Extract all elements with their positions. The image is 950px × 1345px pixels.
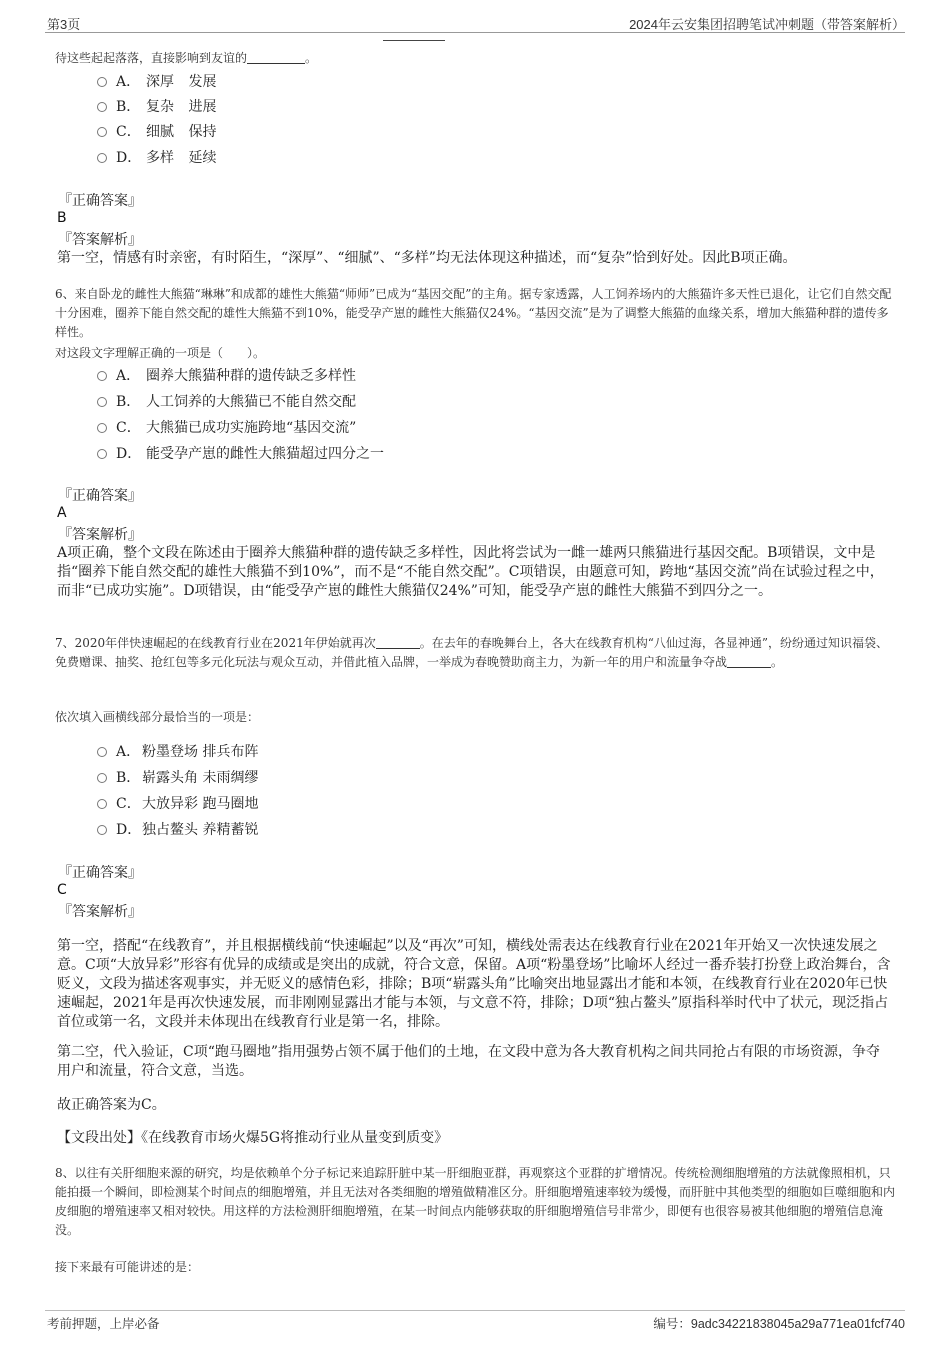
- document-id: 编号：9adc34221838045a29a771ea01fcf740: [653, 1317, 905, 1331]
- radio-icon[interactable]: [97, 127, 107, 137]
- q5-blank: [247, 51, 305, 64]
- radio-icon[interactable]: [97, 747, 107, 757]
- q7-option-d[interactable]: D．独占鳌头 养精蓄锐: [97, 820, 258, 840]
- radio-icon[interactable]: [97, 423, 107, 433]
- q7-source: 【文段出处】《在线教育市场火爆5G将推动行业从量变到质变》: [57, 1130, 449, 1146]
- q5-analysis-label: 『答案解析』: [58, 232, 142, 248]
- q5-stem-text: 待这些起起落落，直接影响到友谊的: [55, 51, 248, 65]
- q6-analysis-label: 『答案解析』: [58, 527, 142, 543]
- footer-slogan: 考前押题，上岸必备: [47, 1317, 160, 1331]
- q7-analysis-label: 『答案解析』: [58, 904, 142, 920]
- q7-stem: 7、2020年伴快速崛起的在线教育行业在2021年伊始就再次 。在去年的春晚舞台上，各大在线教育机构“八仙过海，各显神通”，纷纷通过知识福袋、免费赠课、抽奖、抢红包等多元化玩法与观众互动，并借此植入品牌，一举成为春晚赞助商主力，为新一年的用户和流量争夺战 。: [55, 636, 888, 669]
- q5-stem-tail: [55, 49, 895, 68]
- q7-analysis-p3: 故正确答案为C。: [57, 1097, 166, 1113]
- q7-answer-label: 『正确答案』: [58, 865, 142, 881]
- q5-stem-end: 。: [305, 51, 318, 65]
- q6-option-b[interactable]: B． 人工饲养的大熊猫已不能自然交配: [97, 392, 356, 412]
- q5-option-a[interactable]: A． 深厚 发展: [97, 72, 216, 92]
- q5-option-c[interactable]: C． 细腻 保持: [97, 122, 216, 142]
- q6-option-a[interactable]: A． 圈养大熊猫种群的遗传缺乏多样性: [97, 366, 356, 386]
- q7-option-a[interactable]: A． 粉墨登场 排兵布阵: [97, 742, 258, 762]
- radio-icon[interactable]: [97, 799, 107, 809]
- q6-analysis: A项正确，整个文段在陈述由于圈养大熊猫种群的遗传缺乏多样性，因此将尝试为一雌一雄两只熊猫进行基因交配。B项错误，文中是指“圈养下能自然交配的雄性大熊猫不到10%”，而不是“不能自然交配”。C项错误，由题意可知，跨地“基因交流”尚在试验过程之中，而非“已成功实施”。D项错误，由“能受孕产崽的雌性大熊猫仅24%”可知，能受孕产崽的雌性大熊猫不到四分之一。: [57, 545, 884, 599]
- radio-icon[interactable]: [97, 102, 107, 112]
- q6-answer: A: [57, 505, 67, 521]
- q5-option-d[interactable]: D． 多样 延续: [97, 148, 216, 168]
- q7-blank-2: [727, 655, 771, 668]
- q6-option-c[interactable]: C． 大熊猫已成功实施跨地“基因交流”: [97, 418, 356, 438]
- q8-prompt: 接下来最有可能讲述的是：: [55, 1260, 200, 1274]
- q5-answer: B: [57, 210, 67, 226]
- radio-icon[interactable]: [97, 825, 107, 835]
- radio-icon[interactable]: [97, 153, 107, 163]
- cut-off-blank-line: [383, 40, 445, 41]
- document-title: 2024年云安集团招聘笔试冲刺题（带答案解析）: [629, 17, 905, 32]
- q5-option-b[interactable]: B． 复杂 进展: [97, 97, 216, 117]
- header-divider: [45, 32, 905, 33]
- q5-analysis: 第一空，情感有时亲密，有时陌生，“深厚”、“细腻”、“多样”均无法体现这种描述，而“复杂”恰到好处。因此B项正确。: [57, 250, 797, 266]
- radio-icon[interactable]: [97, 397, 107, 407]
- q6-prompt: 对这段文字理解正确的一项是（ ）。: [55, 346, 266, 360]
- page-number: 第3页: [47, 17, 81, 32]
- q5-answer-label: 『正确答案』: [58, 193, 142, 209]
- q7-option-b[interactable]: B． 崭露头角 未雨绸缪: [97, 768, 258, 788]
- radio-icon[interactable]: [97, 77, 107, 87]
- radio-icon[interactable]: [97, 773, 107, 783]
- q7-answer: C: [57, 882, 67, 898]
- q7-analysis-p1: 第一空，搭配“在线教育”，并且根据横线前“快速崛起”以及“再次”可知，横线处需表达在线教育行业在2021年开始又一次快速发展之意。C项“大放异彩”形容有优异的成绩或是突出的成就，符合文意，保留。A项“粉墨登场”比喻坏人经过一番乔装打扮登上政治舞台，含贬义，文段为描述客观事实，并无贬义的感情色彩，排除；B项“崭露头角”比喻突出地显露出才能和本领，在线教育行业在2020年已快速崛起，2021年是再次快速发展，而非刚刚显露出才能与本领，与文意不符，排除；D项“独占鳌头”原指科举时代中了状元，现泛指占首位或第一名，文段并未体现出在线教育行业是第一名，排除。: [57, 938, 891, 1030]
- q7-option-c[interactable]: C．大放异彩 跑马圈地: [97, 794, 258, 814]
- radio-icon[interactable]: [97, 371, 107, 381]
- radio-icon[interactable]: [97, 449, 107, 459]
- q7-blank-1: [376, 636, 420, 649]
- q6-answer-label: 『正确答案』: [58, 488, 142, 504]
- q6-stem: 6、来自卧龙的雌性大熊猫“琳琳”和成都的雄性大熊猫“师师”已成为“基因交配”的主角。据专家透露，人工饲养场内的大熊猫许多天性已退化，让它们自然交配十分困难，圈养下能自然交配的雄性大熊猫不到10%，能受孕产崽的雌性大熊猫仅24%。“基因交流”是为了调整大熊猫的血缘关系，增加大熊猫种群的遗传多样性。: [55, 287, 892, 339]
- q6-option-d[interactable]: D． 能受孕产崽的雌性大熊猫超过四分之一: [97, 444, 384, 464]
- footer-divider: [45, 1310, 905, 1311]
- q7-prompt: 依次填入画横线部分最恰当的一项是：: [55, 710, 260, 724]
- q8-stem: 8、以往有关肝细胞来源的研究，均是依赖单个分子标记来追踪肝脏中某一肝细胞亚群，再观察这个亚群的扩增情况。传统检测细胞增殖的方法就像照相机，只能拍摄一个瞬间，即检测某个时间点的细胞增殖，并且无法对各类细胞的增殖做精准区分。肝细胞增殖速率较为缓慢，而肝脏中其他类型的细胞如巨噬细胞和内皮细胞的增殖速率又相对较快。用这样的方法检测肝细胞增殖，在某一时间点内能够获取的肝细胞增殖信号非常少，即便有也很容易被其他细胞的增殖信息淹没。: [55, 1166, 896, 1237]
- q7-analysis-p2: 第二空，代入验证，C项“跑马圈地”指用强势占领不属于他们的土地，在文段中意为各大教育机构之间共同抢占有限的市场资源，争夺用户和流量，符合文意，当选。: [57, 1044, 881, 1079]
